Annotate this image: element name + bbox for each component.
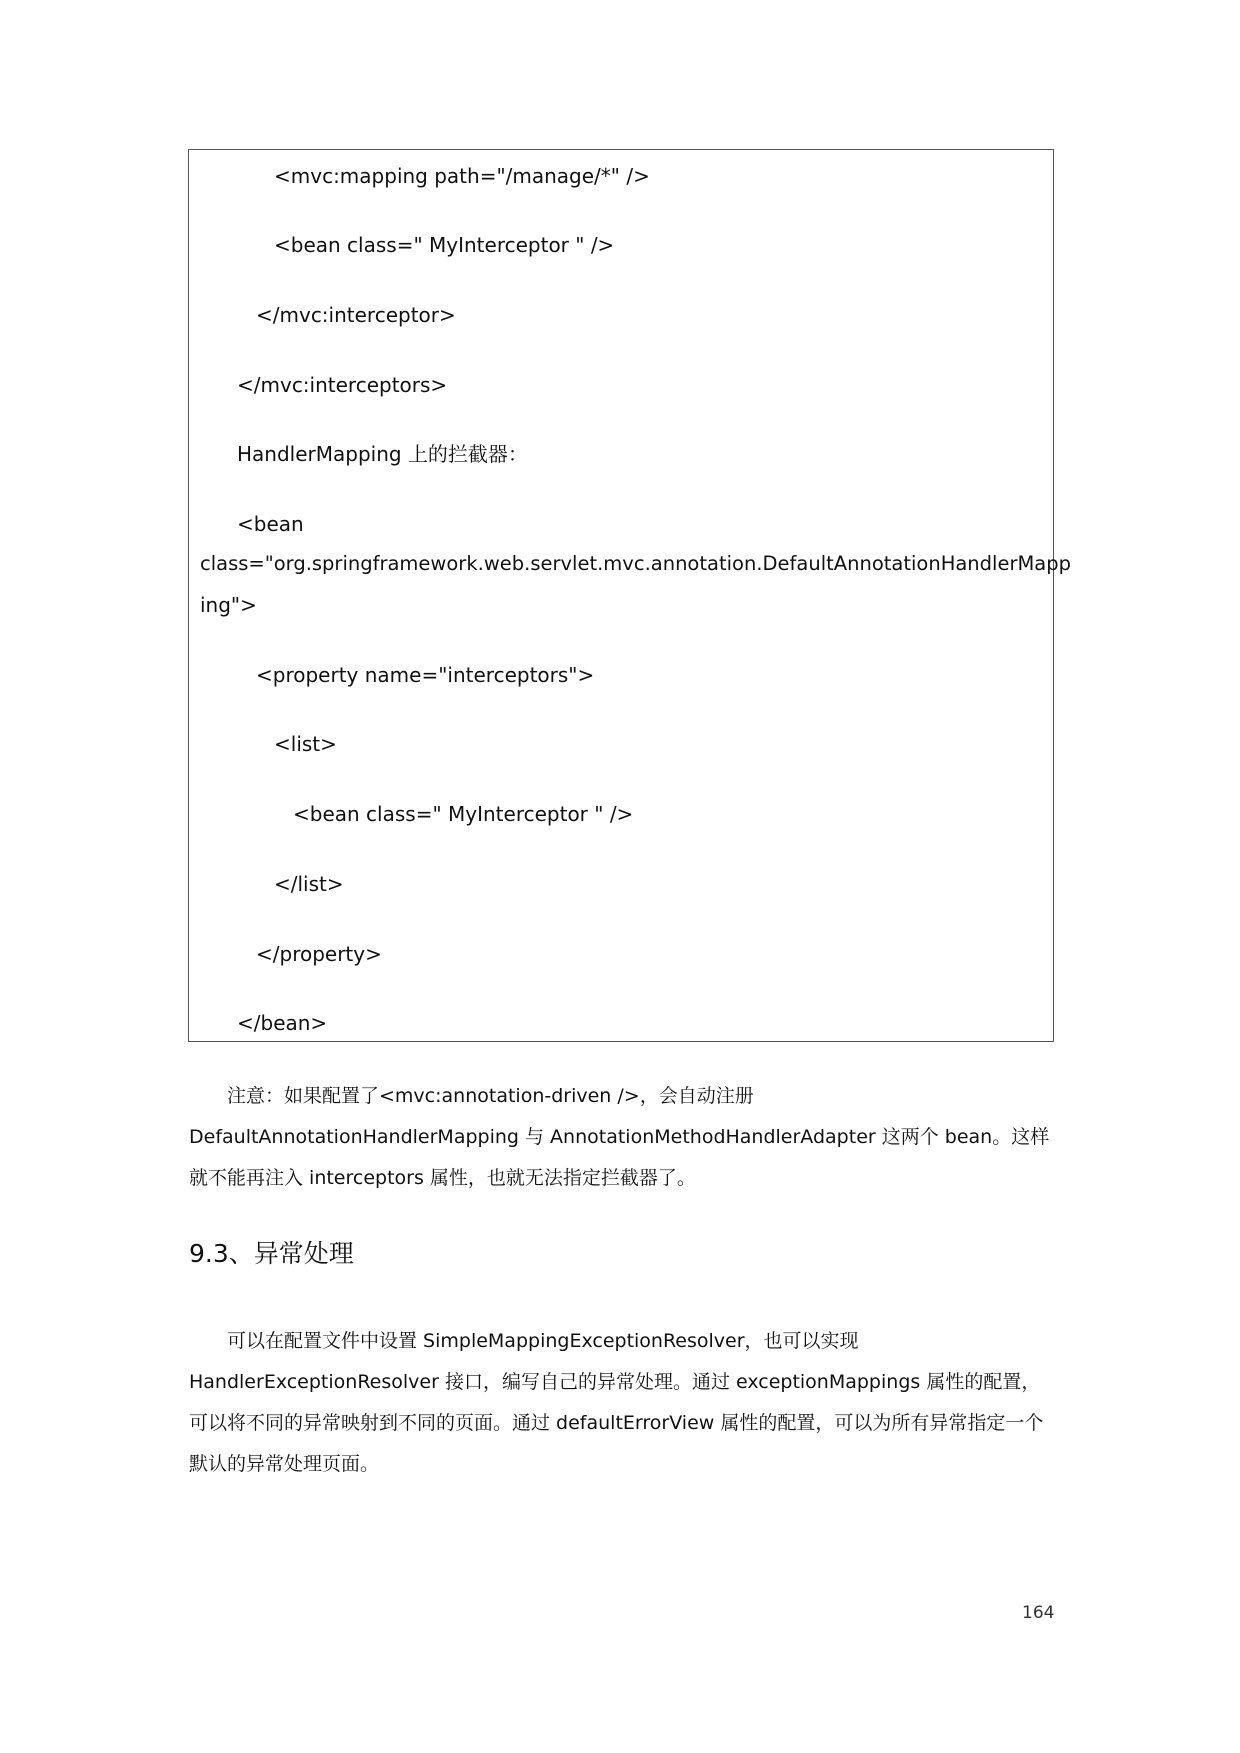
body-paragraph: [189, 1321, 1059, 1485]
code-line: <bean class=" MyInterceptor " />: [274, 233, 615, 257]
code-line: </mvc:interceptor>: [256, 303, 456, 327]
body-paragraph-text: 可以在配置文件中设置 SimpleMappingExceptionResolver，也可以实现 HandlerExceptionResolver 接口，编写自己的异常处理。通过 exceptionMappings 属性的配置，可以将不同的异常映射到不同的页面。通过 defaultErrorView 属性的配置，可以为所有异常指定一个默认的异常处理页面。: [189, 1330, 1044, 1475]
code-line: HandlerMapping 上的拦截器：: [237, 442, 528, 466]
code-line: <list>: [274, 732, 337, 756]
note-paragraph: [189, 1076, 1059, 1199]
code-line: class="org.springframework.web.servlet.mvc.annotation.DefaultAnnotationHandlerMapp: [200, 552, 1072, 575]
code-line: </bean>: [237, 1011, 328, 1035]
note-paragraph-text: 注意：如果配置了<mvc:annotation-driven />，会自动注册 DefaultAnnotationHandlerMapping 与 AnnotationMethodHandlerAdapter 这两个 bean。这样就不能再注入 interceptors 属性，也就无法指定拦截器了。: [189, 1085, 1050, 1189]
code-line: </list>: [274, 872, 344, 896]
code-line: ing">: [200, 593, 257, 617]
page-number: 164: [1022, 1603, 1055, 1623]
section-heading: 9.3、异常处理: [189, 1239, 354, 1268]
code-line: </property>: [256, 942, 382, 966]
code-line: <bean: [237, 512, 304, 536]
code-line: <bean class=" MyInterceptor " />: [293, 802, 634, 826]
code-line: <mvc:mapping path="/manage/*" />: [274, 164, 650, 188]
code-block: [188, 149, 1072, 1042]
code-line: </mvc:interceptors>: [237, 373, 448, 397]
code-line: <property name="interceptors">: [256, 663, 595, 687]
